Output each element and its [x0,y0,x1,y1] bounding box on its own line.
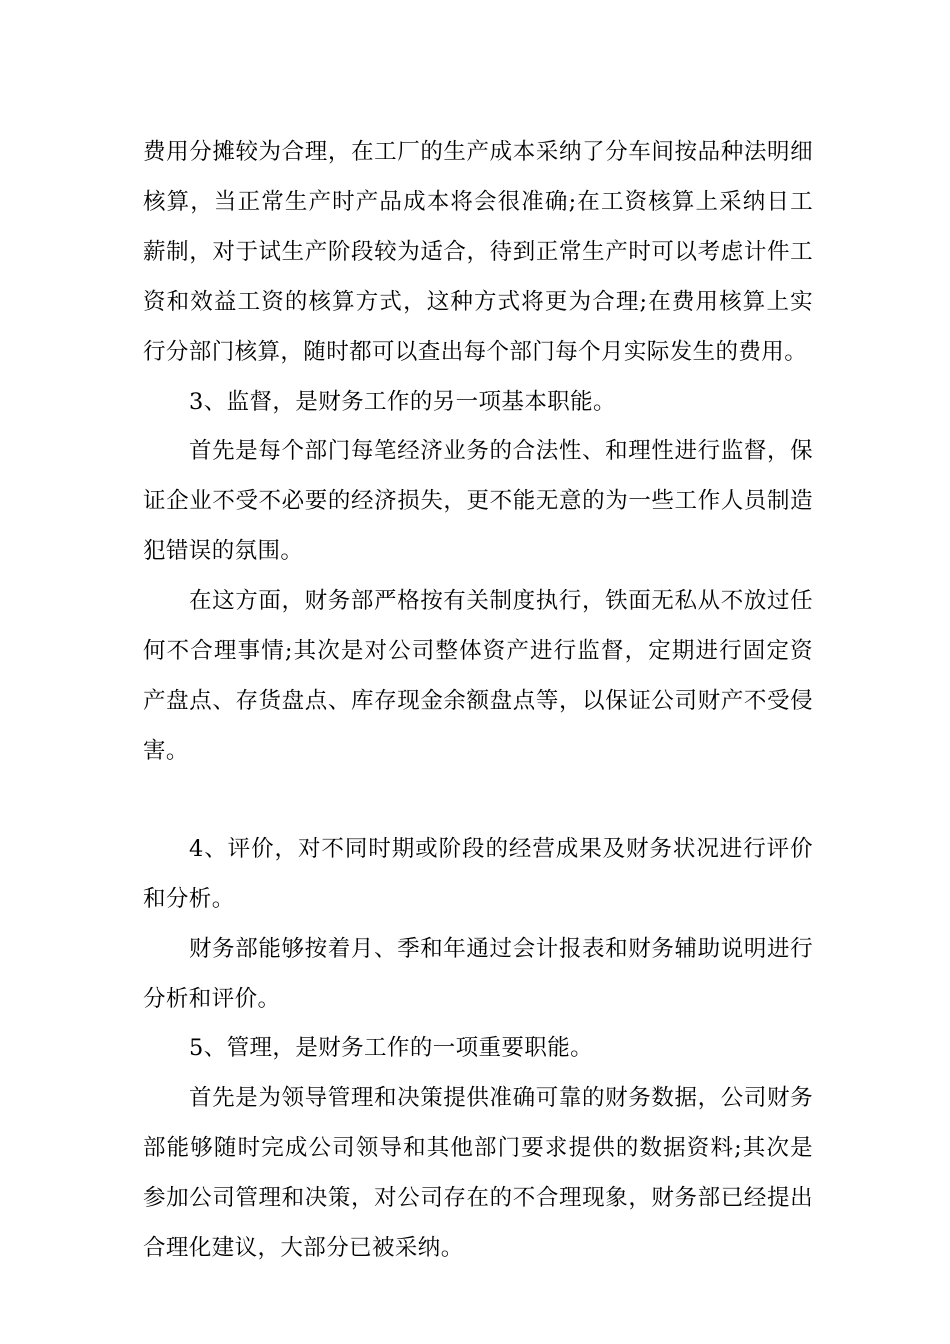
paragraph-supervision-legality: 首先是每个部门每笔经济业务的合法性、和理性进行监督，保证企业不受不必要的经济损失，更不能无意的为一些工作人员制造犯错误的氛围。 [143,438,813,565]
paragraph-supervision-assets: 在这方面，财务部严格按有关制度执行，铁面无私从不放过任何不合理事情;其次是对公司整体资产进行监督，定期进行固定资产盘点、存货盘点、库存现金余额盘点等，以保证公司财产不受侵害。 [143,588,813,764]
paragraph-evaluation-heading: 4、评价，对不同时期或阶段的经营成果及财务状况进行评价和分析。 [143,835,813,912]
paragraph-evaluation-detail: 财务部能够按着月、季和年通过会计报表和财务辅助说明进行分析和评价。 [143,935,813,1012]
paragraph-supervision-heading: 3、监督，是财务工作的另一项基本职能。 [189,388,616,415]
paragraph-cost-accounting: 费用分摊较为合理，在工厂的生产成本采纳了分车间按品种法明细核算，当正常生产时产品成本将会很准确;在工资核算上采纳日工薪制，对于试生产阶段较为适合，待到正常生产时可以考虑计件工资和效益工资的核算方式，这种方式将更为合理;在费用核算上实行分部门核算，随时都可以查出每个部门每个月实际发生的费用。 [143,139,813,365]
paragraph-management-heading: 5、管理，是财务工作的一项重要职能。 [189,1035,594,1062]
document-body [143,128,813,1274]
paragraph-management-detail: 首先是为领导管理和决策提供准确可靠的财务数据，公司财务部能够随时完成公司领导和其他部门要求提供的数据资料;其次是参加公司管理和决策，对公司存在的不合理现象，财务部已经提出合理化建议，大部分已被采纳。 [143,1085,813,1262]
